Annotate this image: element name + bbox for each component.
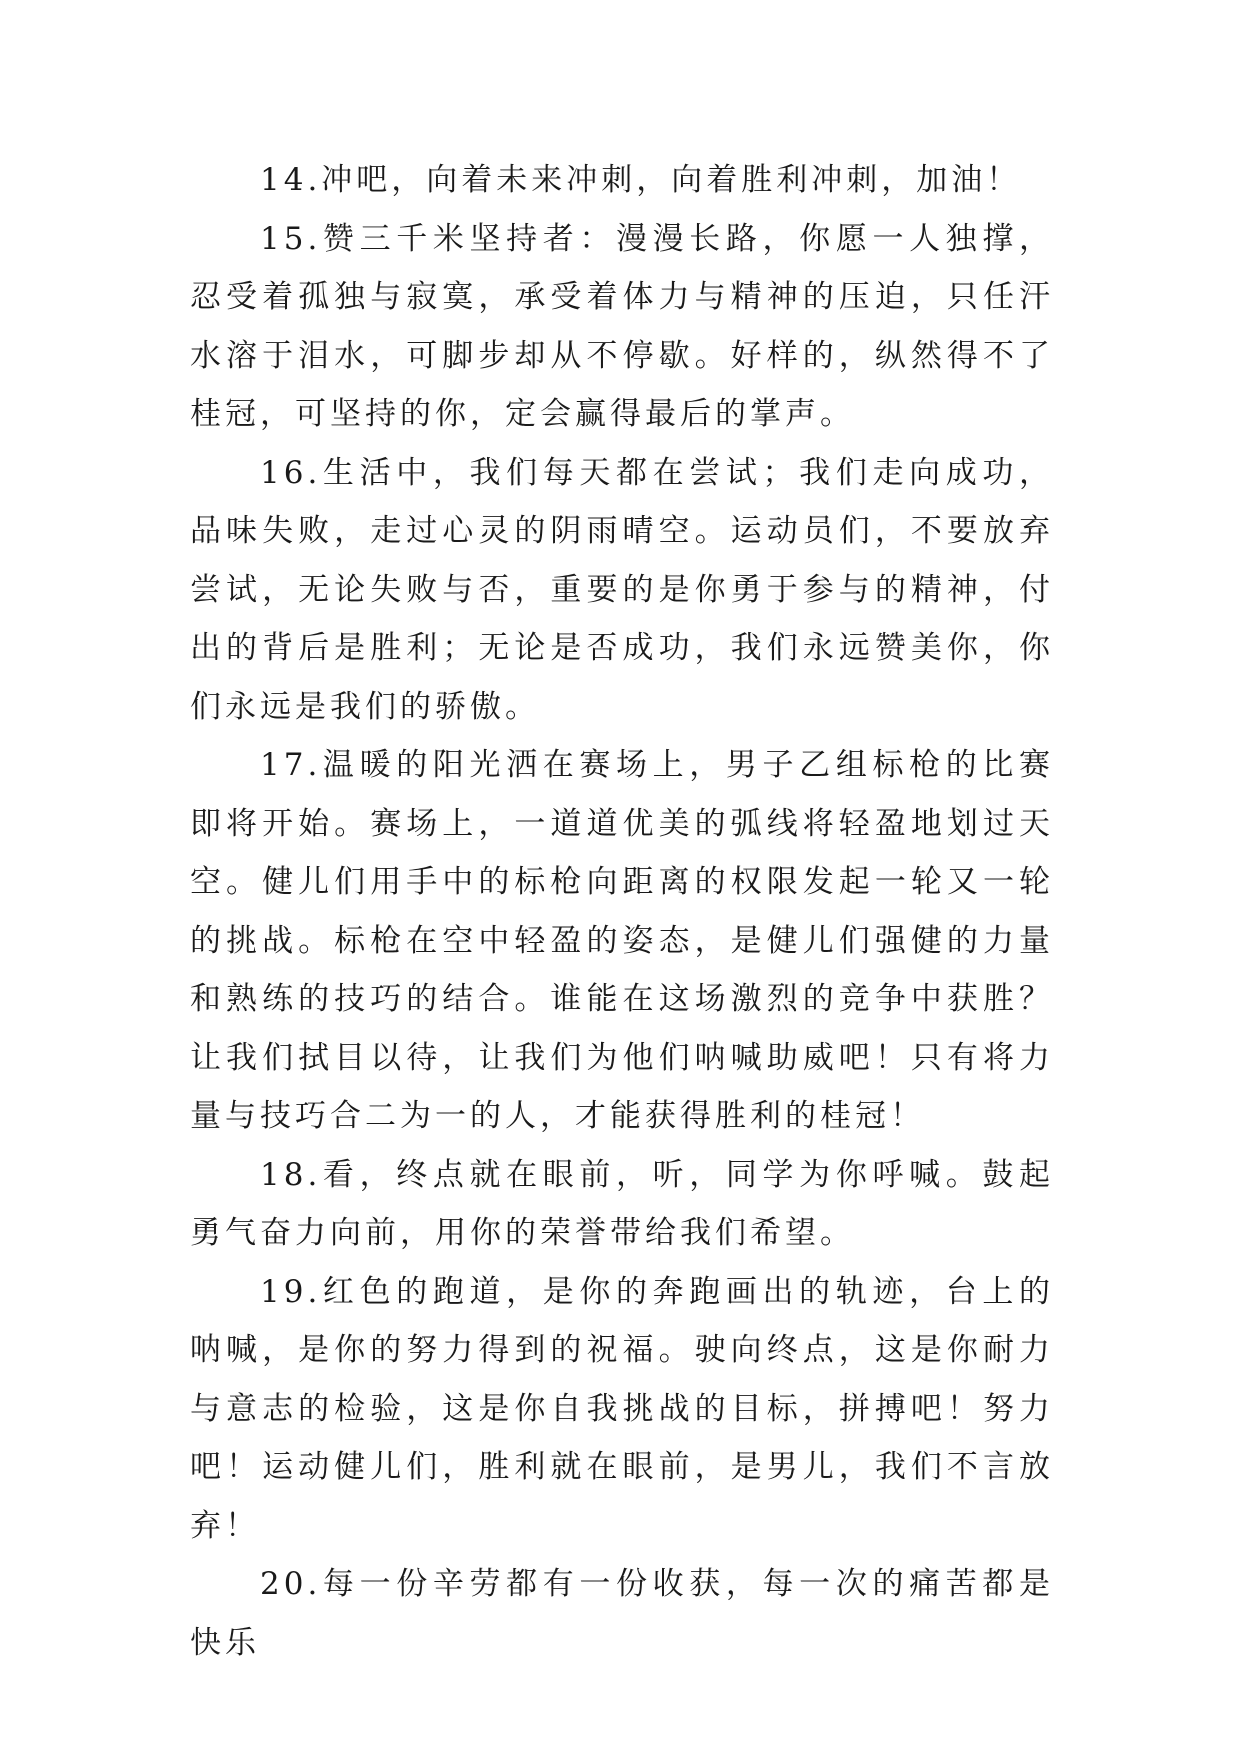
paragraph-18: 18.看，终点就在眼前，听，同学为你呼喊。鼓起勇气奋力向前，用你的荣誉带给我们希望。 (190, 1156, 1054, 1251)
paragraph-15: 15.赞三千米坚持者：漫漫长路，你愿一人独撑，忍受着孤独与寂寞，承受着体力与精神的压迫，只任汗水溶于泪水，可脚步却从不停歇。好样的，纵然得不了桂冠，可坚持的你，定会赢得最后的掌声。 (190, 220, 1054, 432)
paragraph-20: 20.每一份辛劳都有一份收获，每一次的痛苦都是快乐 (190, 1566, 1054, 1661)
paragraph-16: 16.生活中，我们每天都在尝试；我们走向成功，品味失败，走过心灵的阴雨晴空。运动员们，不要放弃尝试，无论失败与否，重要的是你勇于参与的精神，付出的背后是胜利；无论是否成功，我们永远赞美你，你们永远是我们的骄傲。 (190, 454, 1054, 725)
paragraph-19: 19.红色的跑道，是你的奔跑画出的轨迹，台上的呐喊，是你的努力得到的祝福。驶向终点，这是你耐力与意志的检验，这是你自我挑战的目标，拼搏吧！努力吧！运动健儿们，胜利就在眼前，是男儿，我们不言放弃！ (190, 1273, 1054, 1544)
paragraph-14: 14.冲吧，向着未来冲刺，向着胜利冲刺，加油！ (260, 162, 1022, 198)
paragraph-17: 17.温暖的阳光洒在赛场上，男子乙组标枪的比赛即将开始。赛场上，一道道优美的弧线将轻盈地划过天空。健儿们用手中的标枪向距离的权限发起一轮又一轮的挑战。标枪在空中轻盈的姿态，是健儿们强健的力量和熟练的技巧的结合。谁能在这场激烈的竞争中获胜？让我们拭目以待，让我们为他们呐喊助威吧！只有将力量与技巧合二为一的人，才能获得胜利的桂冠！ (190, 747, 1054, 1134)
document-body (190, 151, 1054, 1672)
